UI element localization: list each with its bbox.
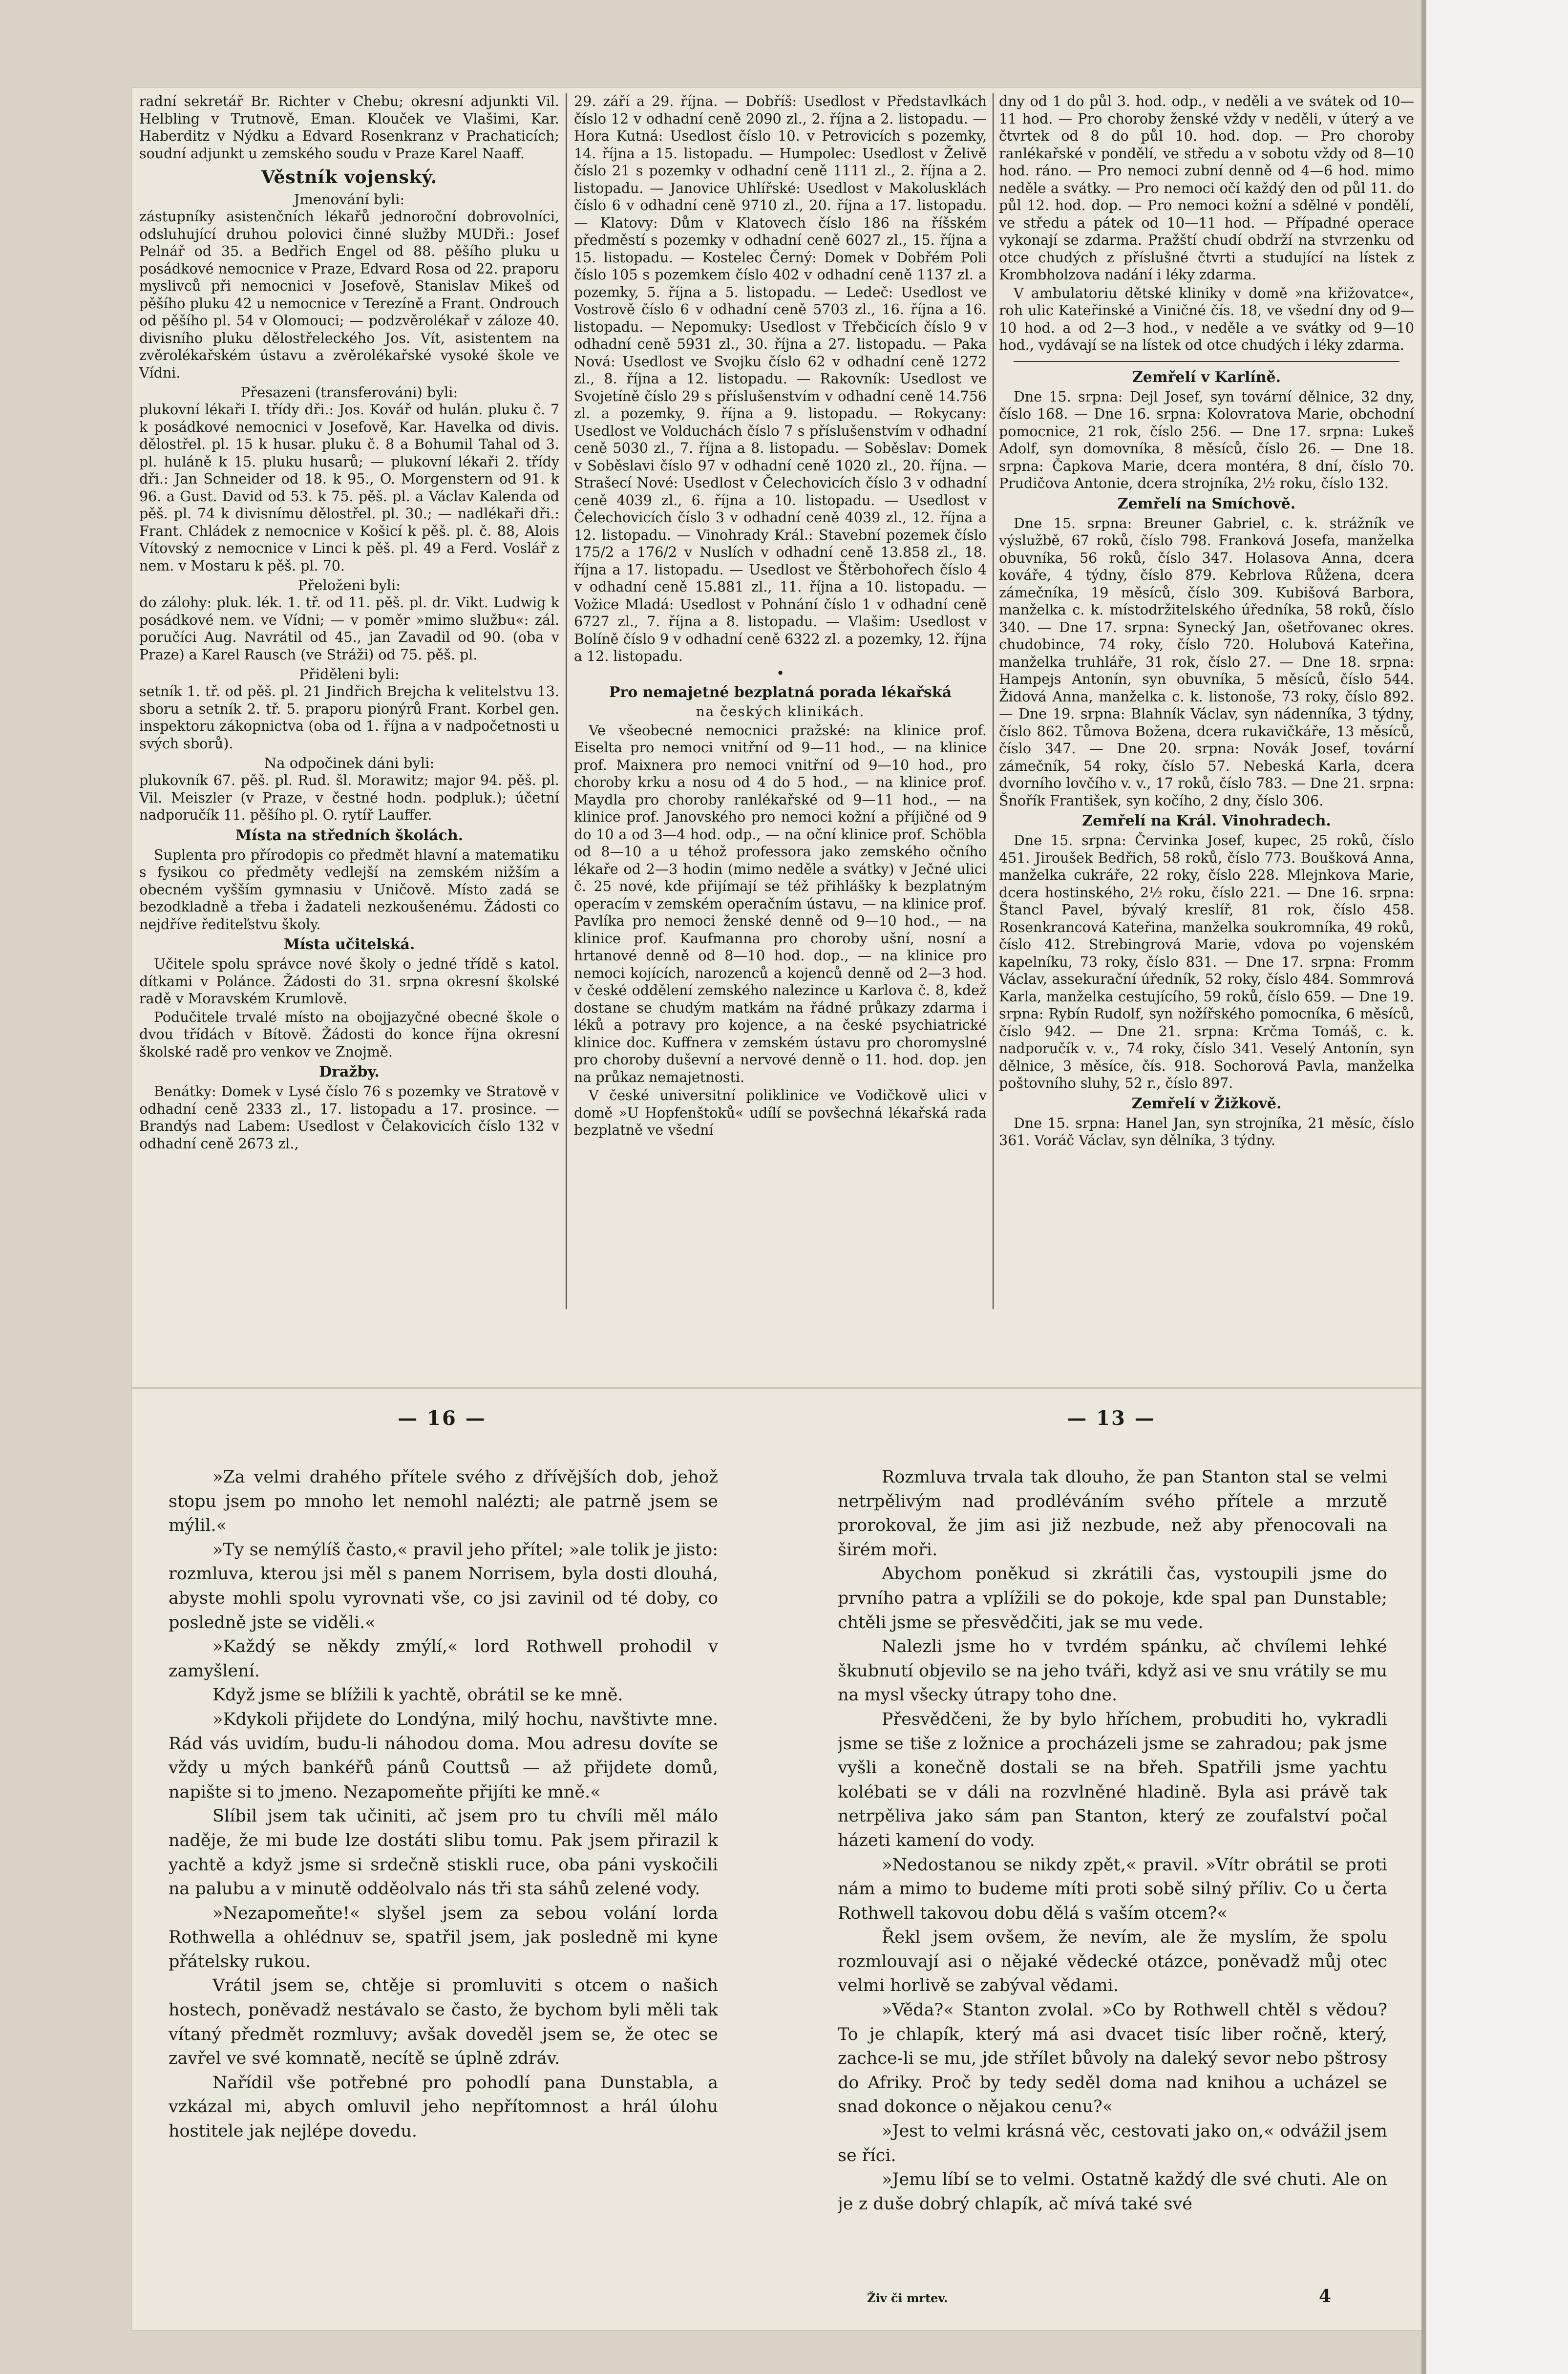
newspaper-column-2 <box>574 93 987 1368</box>
subheading-kliniky: na českých klinikách. <box>696 703 865 720</box>
book-paragraph: Rozmluva trvala tak dlouho, že pan Stanton stal se velmi netrpělivým nad prodléváním svého přítele a mrzutě prorokoval, že jim asi již nezbude, než aby přenocovali na širém moři. <box>838 1467 1387 1560</box>
newspaper-section <box>132 88 1421 1378</box>
newspaper-column-1 <box>139 93 559 1368</box>
clinic-text: V české universitní poliklinice ve Vodičkově ulici v domě »U Hopfenštoků« udílí se povšechná lékařská rada bezplatně ve všední <box>574 1087 987 1138</box>
book-paragraph: Nalezli jsme ho v tvrdém spánku, ač chvílemi lehké škubnutí objevilo se na jeho tváři, když asi ve snu vrátily se mu na mysl všecky útrapy toho dne. <box>838 1637 1387 1705</box>
newspaper-column-3 <box>999 93 1414 1368</box>
obituary-text: Dne 15. srpna: Červinka Josef, kupec, 25 roků, číslo 451. Jiroušek Bedřich, 58 roků, číslo 773. Boušková Anna, manželka cukráře, 22 roky, číslo 228. Mlejnkova Marie, dcera hostinského, 2½ roku, číslo 221. — Dne 16. srpna: Štancl Pavel, bývalý kreslíř, 81 rok, číslo 458. Rosenkrancová Kateřina, manželka soukromníka, 49 roků, číslo 412. Strebingrová Marie, vdova po vojenském kapelníku, 73 roky, číslo 831. — Dne 17. srpna: Fromm Václav, assekurační úředník, 52 roky, číslo 484. Sommrová Karla, manželka cestujícího, 59 roků, číslo 659. — Dne 19. srpna: Rybín Rudolf, syn nožířského pomocníka, 6 měsíců, číslo 942. — Dne 21. srpna: Krčma Tomáš, c. k. nadporučík v. v., 74 roky, číslo 341. Veselý Antonín, syn dělnice, 3 měsíce, čís. 918. Sochorová Pavla, manželka poštovního sluhy, 52 r., číslo 897. <box>999 832 1414 1091</box>
label-jmenovani: Jmenování byli: <box>294 191 405 208</box>
page-fold-divider <box>132 1387 1421 1389</box>
book-paragraph: »Každý se někdy zmýlí,« lord Rothwell prohodil v zamyšlení. <box>169 1637 718 1681</box>
book-paragraph: Když jsme se blížili k yachtě, obrátil se ke mně. <box>212 1685 623 1705</box>
book-paragraph: Abychom poněkud si zkrátili čas, vystoupili jsme do prvního patra a vplížili se do pokoje, kde spal pan Dunstable; chtěli jsme se přesvědčiti, jak se mu vede. <box>838 1564 1387 1632</box>
heading-vestnik-vojensky: Věstník vojenský. <box>261 167 438 188</box>
book-paragraph: »Ty se nemýlíš často,« pravil jeho přítel; »ale tolik je jisto: rozmluva, kterou jsi měl s panem Norrisem, byla dosti dlouhá, abyste mohli spolu vyrovnati vše, co jsi zavinil od té doby, co posledně jste se viděli.« <box>169 1540 718 1632</box>
vacancy-text: Učitele spolu správce nové školy o jedné třídě s katol. dítkami v Polánce. Žádosti do 31. srpna okresní školské radě v Moravském Krumlově. <box>139 956 559 1007</box>
book-paragraph: Řekl jsem ovšem, že nevím, ale že myslím, že spolu rozmlouvají asi o nějaké vědecké otázce, poněvadž můj otec velmi horlivě se zabýval vědami. <box>838 1928 1387 1996</box>
vacancy-text: Suplenta pro přírodopis co předmět hlavní a matematiku s fysikou co předměty vedlejší na zemském nižším a obecném vyšším gymnasiu v Uničově. Místo zadá se bezodkladně a třeba i žadateli nezkoušenému. Žádosti co nejdříve řediteľstvu školy. <box>139 847 559 933</box>
auction-text: 29. září a 29. října. — Dobříš: Usedlost v Představlkách číslo 12 v odhadní ceně 2090 zl., 2. října a 2. listopadu. — Hora Kutná: Usedlost číslo 10. v Petrovicích s pozemky, 14. října a 15. listopadu. — Humpolec: Usedlost v Želivě číslo 21 s pozemky v odhadní ceně 1111 zl., 2. října a 2. listopadu. — Janovice Uhlířské: Usedlost v Makolusklách číslo 6 v odhadní ceně 9710 zl., 20. října a 17. listopadu. — Klatovy: Dům v Klatovech číslo 186 na říšském předměstí s pozemky v odhadní ceně 6027 zl., 15. října a 15. listopadu. — Kostelec Černý: Domek v Dobřém Poli číslo 105 s pozemkem číslo 402 v odhadní ceně 1137 zl. a pozemky, 5. října a 5. listopadu. — Ledeč: Usedlost ve Vostrově číslo 6 v odhadní ceně 5703 zl., 16. října a 16. listopadu. — Nepomuky: Usedlost v Třebčicích číslo 9 v odhadní ceně 5931 zl., 30. října a 27. listopadu. — Paka Nová: Usedlost ve Svojku číslo 62 v odhadní ceně 1272 zl., 8. října a 12. listopadu. — Rakovník: Usedlost ve Svojetíně číslo 29 s příslušenstvím v odhadní ceně 14.756 zl. a pozemky, 9. října a 9. listopadu. — Rokycany: Usedlost ve Volduchách číslo 7 s příslušenstvím v odhadní ceně 5030 zl., 7. října a 8. listopadu. — Soběslav: Domek v Soběslavi číslo 97 v odhadní ceně 1020 zl., 20. října. — Strašecí Nové: Usedlost v Čelechovicích číslo 3 v odhadní ceně 4039 zl., 6. října a 10. listopadu. — Usedlost v Čelechovicích číslo 3 v odhadní ceně 4039 zl., 12. října a 12. listopadu. — Vinohrady Král.: Stavební pozemek číslo 175/2 a 176/2 v Nuslích v odhadní ceně 13.858 zl., 18. října a 17. listopadu. — Usedlost ve Štěrbohořech číslo 4 v odhadní ceně 15.881 zl., 11. října a 10. listopadu. — Vožice Mladá: Usedlost v Pohnání číslo 1 v odhadní ceně 6727 zl., 7. října a 8. listopadu. — Vlašim: Usedlost v Bolíně číslo 9 v odhadní ceně 6322 zl. a pozemky, 12. října a 12. listopadu. <box>574 93 987 664</box>
vacancy-text: Podučitele trvalé místo na obojjazyčné obecné škole o dvou třídách v Bítově. Žádosti do konce října okresní školské radě pro venkov ve Znojmě. <box>139 1009 559 1060</box>
label-odpocinek: Na odpočinek dáni byli: <box>264 755 435 771</box>
clinic-text: dny od 1 do půl 3. hod. odp., v neděli a ve svátek od 10—11 hod. — Pro choroby ženské vždy v neděli, v úterý a ve čtvrtek od 8 do půl 10. hod. dop. — Pro choroby ranlékařské v pondělí, ve středu a v sobotu vždy od 8—10 hod. ráno. — Pro nemoci zubní denně od 4—6 hod. mimo neděle a svátky. — Pro nemoci očí každý den od půl 11. do půl 12. hod. dop. — Pro nemoci kožní a sdělné v pondělí, ve středu a pátek od 10—11 hod. — Případné operace vykonají se zdarma. Pražští chudí obdrží na stvrzenku od otce chudých z příslušné čtvrti a studující na lístek z Krombholzova nadání i léky zdarma. <box>999 93 1414 283</box>
signature-mark: Živ či mrtev. <box>867 2291 948 2305</box>
appointments-text: radní sekretář Br. Richter v Chebu; okresní adjunkti Vil. Helbling v Trutnově, Eman. Klouček ve Vlašimi, Kar. Haberditz v Nýdku a Edvard Rosenkranz v Prachaticích; soudní adjunkt u zemského soudu v Praze Karel Naaff. <box>139 93 559 162</box>
heading-mista-ucitelska: Místa učitelská. <box>283 936 415 953</box>
book-paragraph: Nařídil vše potřebné pro pohodlí pana Dunstabla, a vzkázal mi, abych omluvil jeho nepřítomnost a hrál úlohu hostitele jak nejlépe dovedu. <box>169 2073 718 2141</box>
book-paragraph: »Věda?« Stanton zvolal. »Co by Rothwell chtěl s vědou? To je chlapík, který má asi dvacet tisíc liber ročně, který, zachce-li se mu, jde střílet bůvoly na daleký sevor nebo pštrosy do Afriky. Proč by tedy seděl doma nad knihou a ucházel se snad dokonce o nějakou cenu?« <box>838 2000 1387 2117</box>
book-paragraph: »Nezapomeňte!« slyšel jsem za sebou volání lorda Rothwella a ohlédnuv se, spatřil jsem, jak posledně mi kyne přátelsky rukou. <box>169 1903 718 1971</box>
heading-porada: Pro nemajetné bezplatná porada lékařská <box>609 683 952 701</box>
separator-dot: • <box>776 665 784 681</box>
military-text: zástupníky asistenčních lékařů jednoroční dobrovolníci, odsluhující druhou polovici činné služby MUDři.: Josef Pelnář od 35. a Bedřich Engel od 88. pěšího pluku u posádkové nemocnice v Praze, Edvard Rosa od 22. praporu myslivců při nemocnici v Josefově, Stanislav Mikeš od pěšího pluku 42 u nemocnice v Terezíně a Frant. Ondrouch od pěšího pl. 54 v Olomouci; — podzvěrolékař v záloze 40. divisního pluku dělostřeleckého Jos. Vít, asistentem na zvěrolékařském ústavu a zvěrolékařské vysoké škole ve Vídni. <box>139 209 559 381</box>
obituary-text: Dne 15. srpna: Dejl Josef, syn tovární dělnice, 32 dny, číslo 168. — Dne 16. srpna: Kolovratova Marie, obchodní pomocnice, 21 rok, číslo 256. — Dne 17. srpna: Lukeš Adolf, syn domovníka, 8 měsíců, číslo 26. — Dne 18. srpna: Čapkova Marie, dcera montéra, 8 dní, číslo 70. Prudičova Antonie, dcera strojníka, 2½ roku, číslo 132. <box>999 388 1414 491</box>
military-text: do zálohy: pluk. lék. 1. tř. od 11. pěš. pl. dr. Vikt. Ludwig k posádkové nem. ve Vídni; — v poměr »mimo službu«: zál. poručíci Aug. Navrátil od 45., jan Zavadil od 90. (oba v Praze) a Karel Rausch (ve Stráži) od 75. pěš. pl. <box>139 594 559 663</box>
military-text: plukovník 67. pěš. pl. Rud. šl. Morawitz; major 94. pěš. pl. Vil. Meiszler (v Praze, v čestné hodn. podpluk.); účetní nadporučík 11. pěšího pl. O. rytíř Lauffer. <box>139 772 559 823</box>
book-paragraph: »Jemu líbí se to velmi. Ostatně každý dle své chuti. Ale on je z duše dobrý chlapík, ač mívá také své <box>838 2170 1387 2214</box>
book-paragraph: Slíbil jsem tak učiniti, ač jsem pro tu chvíli měl málo naděje, že mi bude lze dostáti slibu tomu. Pak jsem přirazil k yachtě a když jsme si srdečně stiskli ruce, oba páni vyskočili na palubu a v minutě odděolvalo nás tři sta sáhů zelené vody. <box>169 1806 718 1899</box>
book-paragraph: »Za velmi drahého přítele svého z dřívějších dob, jehož stopu jsem po mnoho let nemohl nalézti; ale patrně jsem se mýlil.« <box>169 1467 718 1536</box>
page-number: — 16 — <box>398 1407 487 1430</box>
clinic-text: Ve všeobecné nemocnici pražské: na klinice prof. Eiselta pro nemoci vnitřní od 9—11 hod., — na klinice prof. Maixnera pro nemoci vnitřní od 9—10 hod., pro choroby krku a nosu od 4 do 5 hod., — na klinice prof. Maydla pro choroby ranlékařské od 9—11 hod., — na klinice prof. Janovského pro nemoci kožní a příjičné od 9 do 10 a od 3—4 hod. odp., — na oční klinice prof. Schöbla od 8—10 a u téhož professora jako zemského očního lékaře od 2—3 hodin (mimo neděle a svátky) v Ječné ulici č. 25 nové, kde přijímají se též přihlášky k bezplatným operacím v zemském operačním ústavu, — na klinice prof. Pavlíka pro nemoci ženské denně od 9—10 hod., — na klinice prof. Kaufmanna pro choroby ušní, nosní a hrtanové denně od 8—10 hod. dop., — na klinice pro nemoci kojících, narozenců a kojenců denně od 2—3 hod. v české oddělení zemského nalezince u Karlova č. 8, kdež dostane se chudým matkám na řádné průkazy zdarma i léků a potravy pro kojence, a na české psychiatrické klinice doc. Kuffnera v zemském ústavu pro choromyslné pro choroby duševní a nervové denně o 11. hod. dop. jen na průkaz nemajetnosti. <box>574 722 987 1085</box>
heading-zemreli-vinohrady: Zemřelí na Král. Vinohradech. <box>1082 812 1331 829</box>
book-text-left <box>169 1465 718 2296</box>
heading-zemreli-smichov: Zemřelí na Smíchově. <box>1117 495 1296 512</box>
column-rule <box>566 93 567 1309</box>
book-text-right <box>838 1465 1387 2296</box>
heading-drazby: Dražby. <box>319 1063 380 1081</box>
book-page-right <box>801 1407 1421 2315</box>
label-prideleni: Přiděleni byli: <box>299 666 400 682</box>
label-presazeni: Přesazeni (transferováni) byli: <box>240 384 458 401</box>
book-paragraph: Přesvědčeni, že by bylo hříchem, probuditi ho, vykradli jsme se tiše z ložnice a procházeli jsme se zahradou; pak jsme vyšli a konečně dostali se na břeh. Spatřili jsme yachtu kolébati se v dáli na rozvlněné hladině. Byla asi právě tak netrpěliva jako sám pan Stanton, který ze zoufalství počal házeti kamení do vody. <box>838 1709 1387 1850</box>
heading-zemreli-karlin: Zemřelí v Karlíně. <box>1132 368 1281 386</box>
clinic-text: V ambulatoriu dětské kliniky v domě »na křižovatce«, roh ulic Kateřinské a Viničné čís. 18, ve všední dny od 9—10 hod. a od 2—3 hod., v neděle a ve svátky od 9—10 hod., vydávají se na lístek od otce chudých i léky zdarma. <box>999 285 1414 353</box>
paper-edge-shadow <box>1421 0 1426 2374</box>
section-rule <box>1014 361 1399 362</box>
column-rule <box>993 93 994 1309</box>
label-prelozeni: Přeloženi byli: <box>297 577 401 594</box>
book-page-left <box>132 1407 752 2315</box>
heading-zemreli-zizkov: Zemřelí v Žižkově. <box>1131 1095 1282 1112</box>
obituary-text: Dne 15. srpna: Hanel Jan, syn strojníka, 21 měsíc, číslo 361. Voráč Václav, syn dělníka, 3 týdny. <box>999 1115 1414 1148</box>
scanned-page <box>132 88 1421 2330</box>
book-paragraph: »Kdykoli přijdete do Londýna, milý hochu, navštivte mne. Rád vás uvidím, budu-li náhodou doma. Mou adresu dovíte se vždy u mých bankéřů pánů Couttsů — až přijdete domů, napište si to jmeno. Nezapomeňte přijíti ke mně.« <box>169 1709 718 1802</box>
auction-text: Benátky: Domek v Lysé číslo 76 s pozemky ve Stratově v odhadní ceně 2333 zl., 17. listopadu a 17. prosince. — Brandýs nad Labem: Usedlost v Čelakovicích číslo 132 v odhadní ceně 2673 zl., <box>139 1083 559 1152</box>
heading-mista-skoly: Místa na středních školách. <box>235 827 464 844</box>
book-paragraph: »Nedostanou se nikdy zpět,« pravil. »Vítr obrátil se proti nám a mimo to budeme míti proti sobě silný příliv. Co u čerta Rothwell takovou dobu dělá s vaším otcem?« <box>838 1855 1387 1923</box>
book-paragraph: Vrátil jsem se, chtěje si promluviti s otcem o našich hostech, poněvadž nestávalo se často, že bychom byli měli tak vítaný předmět rozmluvy; avšak doveděl jsem se, že otec se zavřel ve své komnatě, necítě se úplně zdráv. <box>169 1976 718 2069</box>
book-paragraph: »Jest to velmi krásná věc, cestovati jako on,« odvážil jsem se říci. <box>838 2121 1387 2165</box>
signature-number: 4 <box>1319 2286 1332 2307</box>
obituary-text: Dne 15. srpna: Breuner Gabriel, c. k. strážník ve výslužbě, 67 roků, číslo 798. Franková Josefa, manželka obuvníka, 56 roků, číslo 347. Holasova Anna, dcera kováře, 4 týdny, číslo 879. Kebrlova Růžena, dcera zámečníka, 19 měsíců, číslo 309. Kubišová Barbora, manželka c. k. místodržitelského úředníka, 58 roků, číslo 340. — Dne 17. srpna: Synecký Jan, ošetřovanec okres. chudobince, 74 roky, číslo 720. Holubová Kateřina, manželka truhláře, 31 rok, číslo 27. — Dne 18. srpna: Hampejs Antonín, syn obuvníka, 5 měsíců, číslo 544. Židová Anna, manželka c. k. listonoše, 73 roky, číslo 892. — Dne 19. srpna: Blahník Václav, syn nádenníka, 3 týdny, číslo 862. Tůmova Božena, dcera rukavičkáře, 13 měsíců, číslo 347. — Dne 20. srpna: Novák Josef, tovární zámečník, 54 roky, číslo 57. Nebeská Karla, dcera dvorního lovčího v. v., 17 roků, číslo 783. — Dne 21. srpna: Šnořík František, syn kočího, 2 dny, číslo 306. <box>999 515 1414 809</box>
military-text: plukovní lékaři I. třídy dři.: Jos. Kovář od hulán. pluku č. 7 k posádkové nemocnici v Josefově, Kar. Havelka od divis. dělostřel. pl. 15 k husar. pluku č. 8 a Bohumil Tahal od 3. pl. huláně k 15. pluku husarů; — plukovní lékaři 2. třídy dři.: Jan Schneider od 18. k 95., O. Morgenstern od 91. k 96. a Gust. David od 53. k 75. pěš. pl. a Václav Kalenda od pěš. pl. 74 k divisnímu dělostřel. pl. 30.; — nadlékaři dři.: Frant. Chládek z nemocnice v Košicí k pěš. pl. č. 88, Alois Vítovský z nemocnice v Linci k pěš. pl. 49 a Ferd. Voslář z nem. v Mostaru k pěš. pl. 70. <box>139 402 559 574</box>
military-text: setník 1. tř. od pěš. pl. 21 Jindřich Brejcha k velitelstvu 13. sboru a setník 2. tř. 5. praporu pionýrů Frant. Korbel gen. inspektoru zákopnictva (oba od 1. října a v nadpočetnosti u svých sborů). <box>139 683 559 752</box>
scanner-margin <box>1421 0 1568 2374</box>
page-number: — 13 — <box>1067 1407 1156 1430</box>
